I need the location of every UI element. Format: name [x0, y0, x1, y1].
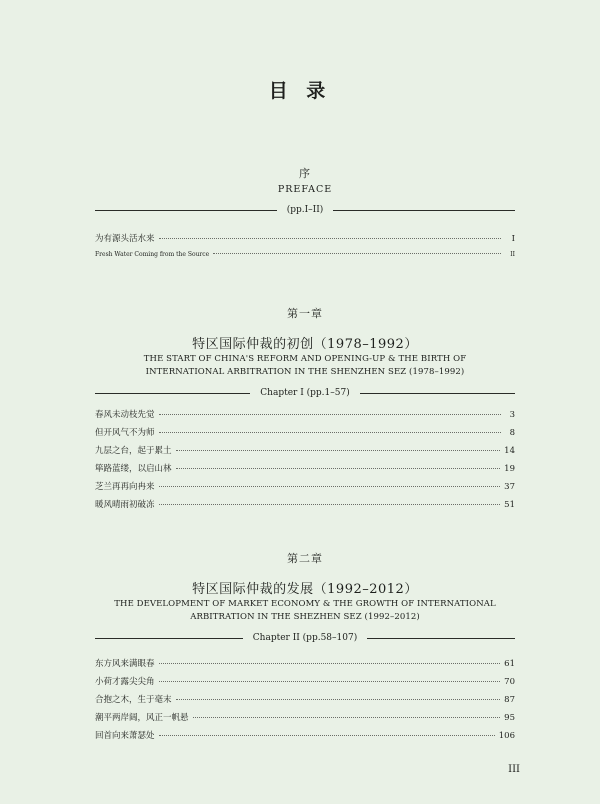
chapter1-cn-title: 特区国际仲裁的初创（1978–1992）: [192, 337, 418, 352]
leader-dots: [213, 253, 501, 254]
toc-entry[interactable]: [95, 406, 515, 424]
toc-entry[interactable]: [95, 673, 515, 691]
entry-title: Fresh Water Coming from the Source: [95, 251, 210, 258]
divider-line-left: [95, 638, 243, 639]
chapter2-header: [95, 550, 515, 645]
toc-entry[interactable]: [95, 248, 515, 261]
leader-dots: [176, 450, 501, 451]
entry-page: 51: [504, 500, 515, 510]
toc-entry[interactable]: [95, 424, 515, 442]
toc-entry[interactable]: [95, 727, 515, 745]
entry-title: 芝兰再再向冉来: [95, 482, 155, 492]
entry-title: 九层之台，起于累土: [95, 446, 172, 456]
divider-line-left: [95, 210, 277, 211]
entry-title: 回首向来萧瑟处: [95, 731, 155, 741]
chapter1-entries: [95, 406, 515, 514]
entry-page: 106: [498, 731, 515, 741]
leader-dots: [176, 699, 501, 700]
chapter2-divider: [95, 631, 515, 645]
preface-header: [95, 165, 515, 217]
chapter1-header: [95, 305, 515, 400]
entry-page: 61: [504, 659, 515, 669]
entry-title: 合抱之木，生于毫末: [95, 695, 172, 705]
entry-title: 春风未动枝先觉: [95, 410, 155, 420]
entry-title: 东方风来满眼春: [95, 659, 155, 669]
toc-entry[interactable]: [95, 655, 515, 673]
leader-dots: [176, 468, 501, 469]
leader-dots: [159, 735, 495, 736]
leader-dots: [159, 432, 501, 433]
leader-dots: [159, 504, 501, 505]
page-number: III: [508, 764, 520, 775]
chapter1-en-title-line1: THE START OF CHINA'S REFORM AND OPENING-UP & THE BIRTH OF: [143, 354, 467, 364]
toc-entry[interactable]: [95, 691, 515, 709]
preface-range: (pp.I–II): [286, 205, 324, 215]
entry-page: II: [510, 251, 515, 258]
chapter2-en-title-line1: THE DEVELOPMENT OF MARKET ECONOMY & THE GROWTH OF INTERNATIONAL: [114, 599, 496, 609]
leader-dots: [193, 717, 501, 718]
chapter1-divider: [95, 386, 515, 400]
chapter1-en-title-line2: INTERNATIONAL ARBITRATION IN THE SHENZHEN SEZ (1978–1992): [145, 367, 465, 377]
divider-line-right: [333, 210, 515, 211]
entry-page: I: [511, 234, 515, 244]
preface-cn-label: 序: [299, 167, 311, 180]
entry-title: 筚路蓝缕，以启山林: [95, 464, 172, 474]
divider-line-left: [95, 393, 250, 394]
entry-page: 8: [509, 428, 515, 438]
divider-line-right: [367, 638, 515, 639]
chapter1-cn-label: 第一章: [287, 307, 323, 320]
entry-title: 为有源头活水来: [95, 234, 155, 244]
leader-dots: [159, 681, 501, 682]
leader-dots: [159, 414, 501, 415]
page-title: 目 录: [268, 80, 332, 102]
entry-title: 潮平两岸阔，风正一帆悬: [95, 713, 189, 723]
chapter2-cn-title: 特区国际仲裁的发展（1992–2012）: [192, 582, 418, 597]
preface-en-label: PREFACE: [277, 184, 333, 195]
toc-entry[interactable]: [95, 496, 515, 514]
chapter1-range: Chapter I (pp.1–57): [260, 388, 350, 398]
entry-title: 但开风气不为师: [95, 428, 155, 438]
leader-dots: [159, 486, 501, 487]
entry-page: 37: [504, 482, 515, 492]
preface-entries: [95, 230, 515, 261]
toc-entry[interactable]: [95, 709, 515, 727]
entry-page: 87: [504, 695, 515, 705]
chapter2-cn-label: 第二章: [287, 552, 323, 565]
entry-page: 70: [504, 677, 515, 687]
chapter2-range: Chapter II (pp.58–107): [252, 633, 358, 643]
toc-entry[interactable]: [95, 478, 515, 496]
leader-dots: [159, 238, 501, 239]
entry-page: 3: [509, 410, 515, 420]
entry-page: 95: [504, 713, 515, 723]
toc-entry[interactable]: [95, 442, 515, 460]
chapter2-en-title-line2: ARBITRATION IN THE SHEZHEN SEZ (1992–2012): [190, 612, 420, 622]
leader-dots: [159, 663, 501, 664]
entry-title: 小荷才露尖尖角: [95, 677, 155, 687]
chapter2-entries: [95, 655, 515, 745]
toc-entry[interactable]: [95, 230, 515, 248]
entry-page: 14: [504, 446, 515, 456]
entry-title: 暖风晴雨初破冻: [95, 500, 155, 510]
toc-entry[interactable]: [95, 460, 515, 478]
divider-line-right: [360, 393, 515, 394]
entry-page: 19: [504, 464, 515, 474]
preface-divider: [95, 203, 515, 217]
